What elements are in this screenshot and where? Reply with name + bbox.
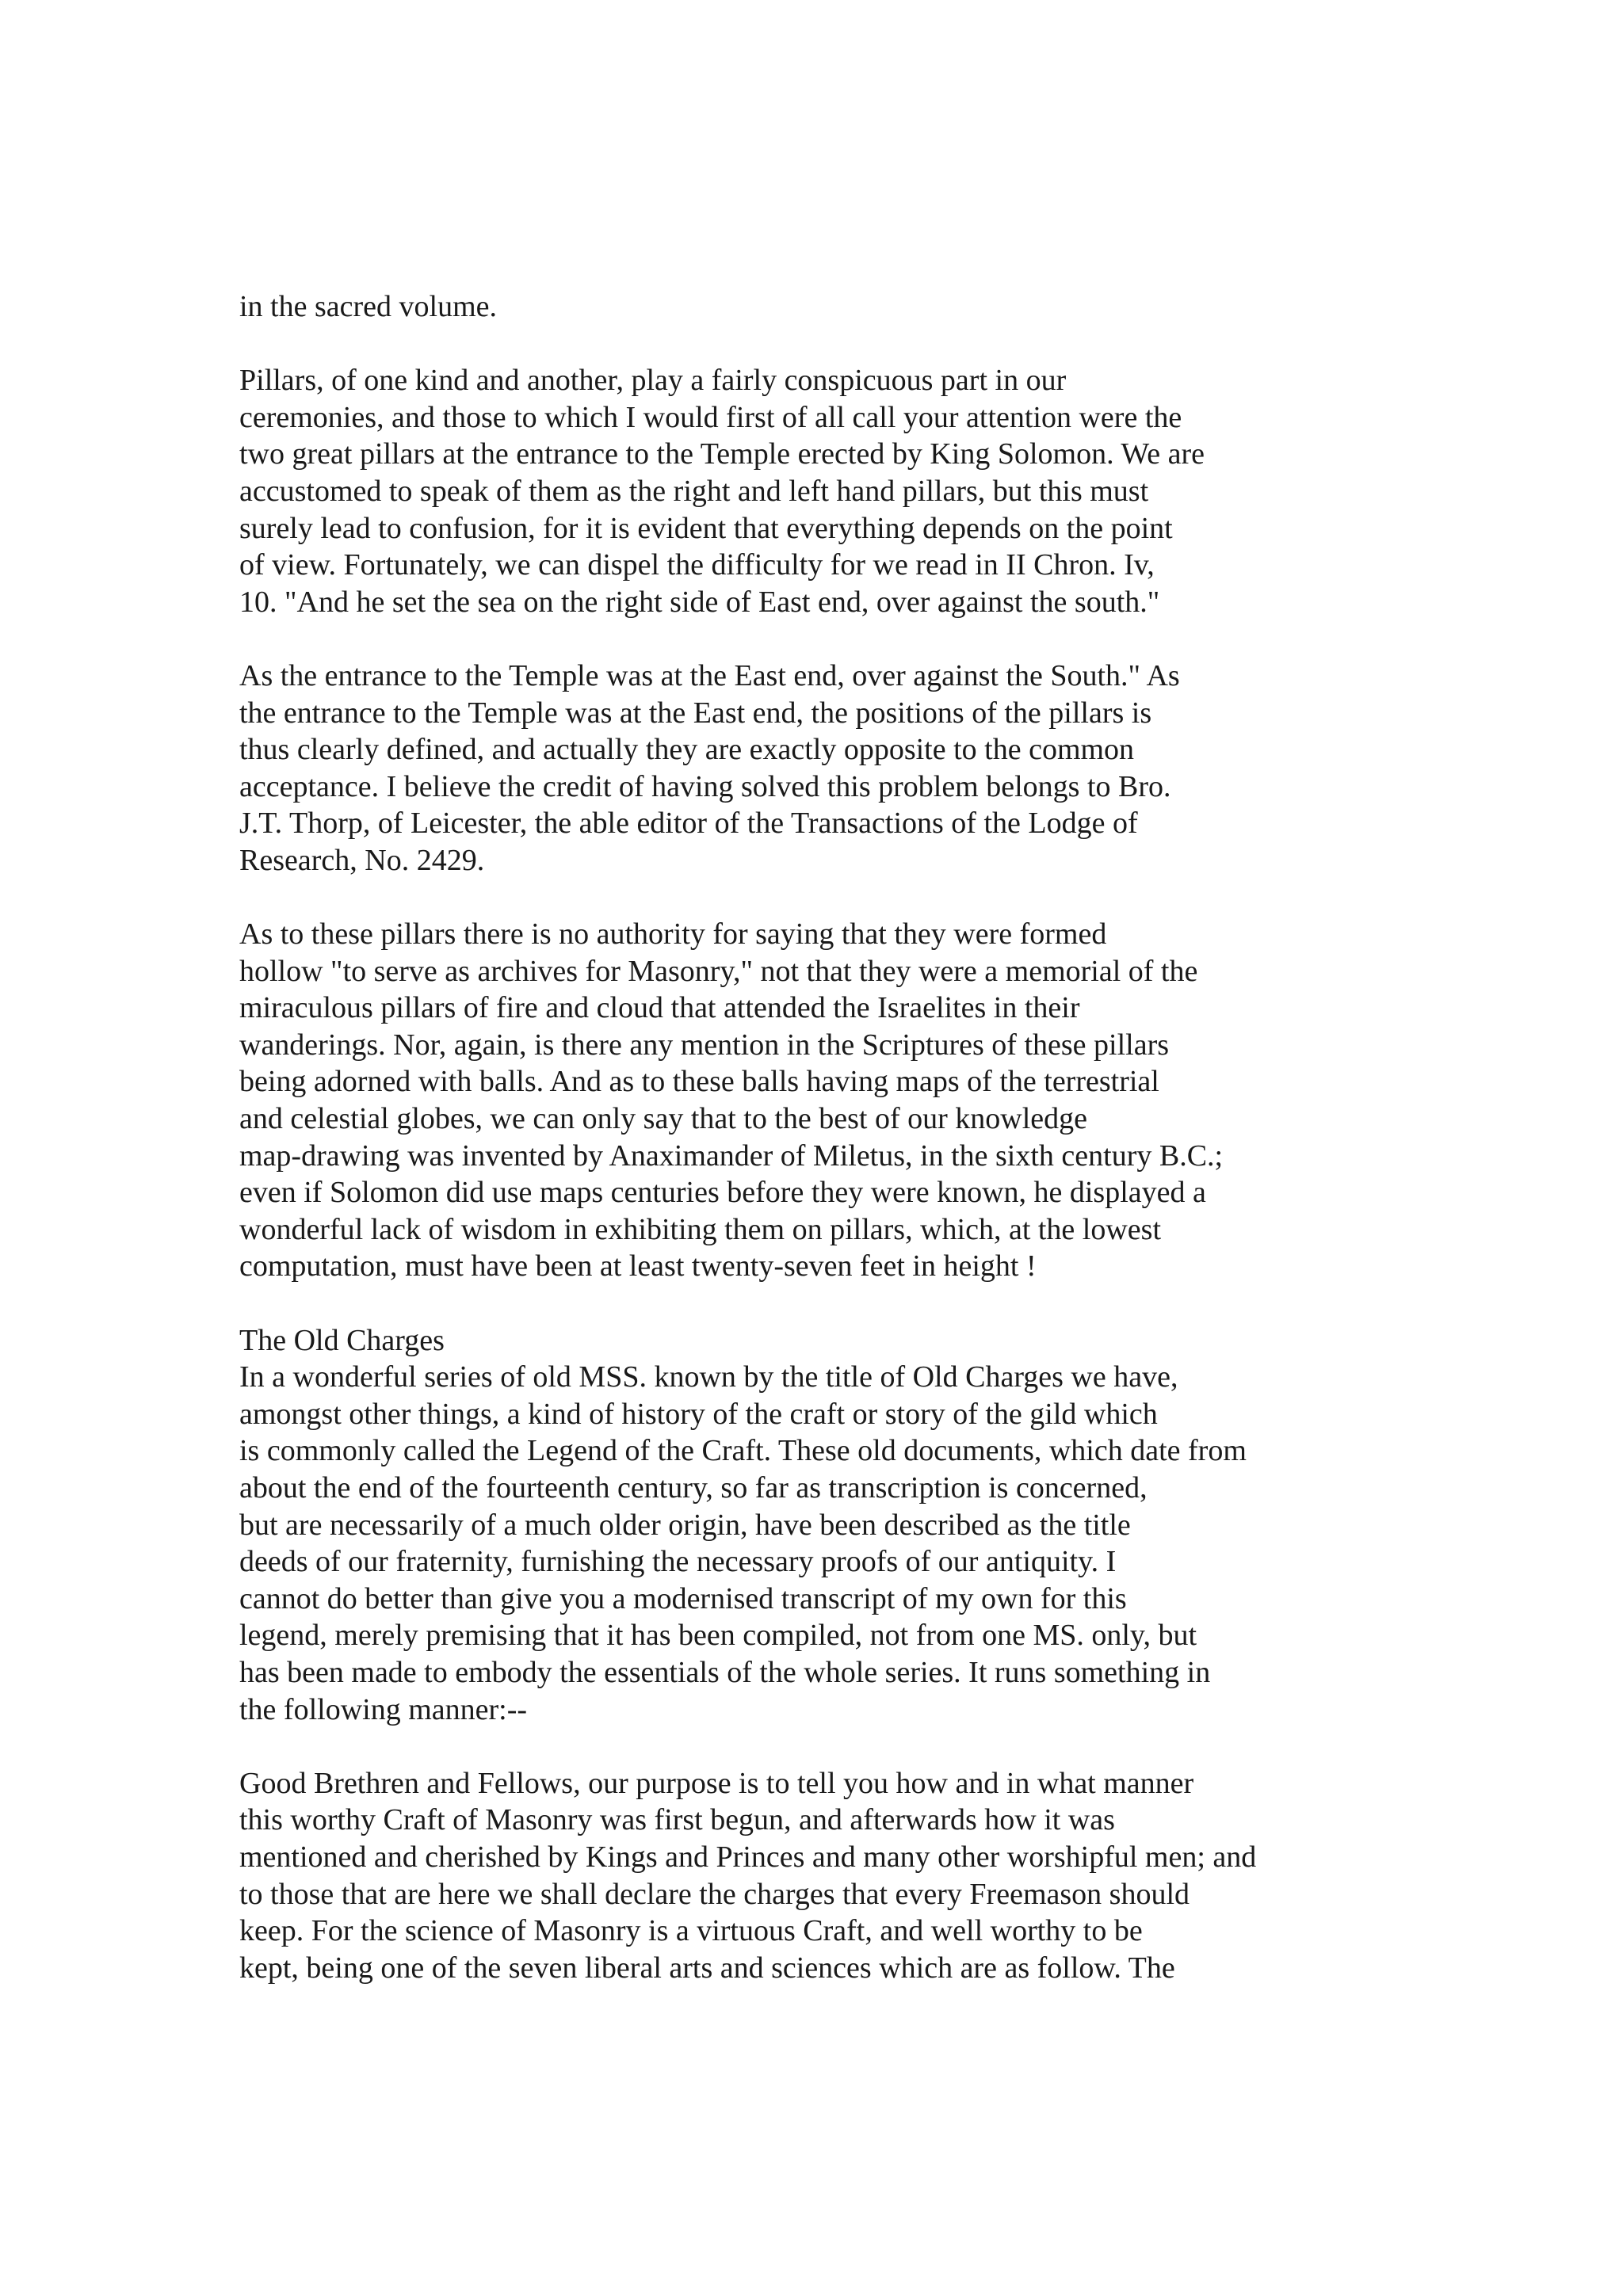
text-line: is commonly called the Legend of the Craft. These old documents, which date from bbox=[239, 1434, 1247, 1468]
text-line: the entrance to the Temple was at the East end, the positions of the pillars is bbox=[239, 696, 1152, 730]
document-text bbox=[239, 288, 1381, 1986]
paragraph bbox=[239, 1322, 1381, 1729]
text-line: of view. Fortunately, we can dispel the difficulty for we read in II Chron. Iv, bbox=[239, 548, 1155, 582]
paragraph bbox=[239, 658, 1381, 879]
text-line: As to these pillars there is no authority for saying that they were formed bbox=[239, 917, 1107, 952]
text-line: keep. For the science of Masonry is a virtuous Craft, and well worthy to be bbox=[239, 1914, 1143, 1948]
text-line: As the entrance to the Temple was at the East end, over against the South." As bbox=[239, 658, 1180, 692]
text-line: cannot do better than give you a modernised transcript of my own for this bbox=[239, 1581, 1127, 1615]
paragraph bbox=[239, 362, 1381, 620]
text-line: amongst other things, a kind of history of the craft or story of the gild which bbox=[239, 1397, 1158, 1431]
text-line: kept, being one of the seven liberal arts and sciences which are as follow. The bbox=[239, 1951, 1175, 1985]
text-line: two great pillars at the entrance to the Temple erected by King Solomon. We are bbox=[239, 437, 1205, 471]
text-line: computation, must have been at least twenty-seven feet in height ! bbox=[239, 1249, 1037, 1283]
text-line: deeds of our fraternity, furnishing the necessary proofs of our antiquity. I bbox=[239, 1545, 1117, 1579]
text-line: ceremonies, and those to which I would first of all call your attention were the bbox=[239, 400, 1182, 434]
paragraph-gap bbox=[239, 1285, 1381, 1322]
text-line: to those that are here we shall declare the charges that every Freemason should bbox=[239, 1877, 1190, 1911]
text-line: miraculous pillars of fire and cloud that attended the Israelites in their bbox=[239, 991, 1080, 1025]
text-line: has been made to embody the essentials of the whole series. It runs something in bbox=[239, 1655, 1211, 1689]
paragraph bbox=[239, 288, 1381, 326]
text-line: even if Solomon did use maps centuries before they were known, he displayed a bbox=[239, 1176, 1206, 1210]
text-line: wanderings. Nor, again, is there any mention in the Scriptures of these pillars bbox=[239, 1028, 1170, 1062]
text-line: in the sacred volume. bbox=[239, 290, 498, 323]
text-line: this worthy Craft of Masonry was first begun, and afterwards how it was bbox=[239, 1803, 1115, 1837]
paragraph bbox=[239, 916, 1381, 1285]
text-line: mentioned and cherished by Kings and Princes and many other worshipful men; and bbox=[239, 1840, 1257, 1874]
paragraph bbox=[239, 1765, 1381, 1987]
paragraph-gap bbox=[239, 1728, 1381, 1765]
text-line: the following manner:-- bbox=[239, 1692, 528, 1726]
text-line: Good Brethren and Fellows, our purpose is to tell you how and in what manner bbox=[239, 1766, 1194, 1800]
text-line: Research, No. 2429. bbox=[239, 843, 485, 877]
text-line: being adorned with balls. And as to these balls having maps of the terrestrial bbox=[239, 1065, 1159, 1099]
text-line: The Old Charges bbox=[239, 1323, 445, 1357]
text-line: thus clearly defined, and actually they are exactly opposite to the common bbox=[239, 733, 1135, 767]
text-line: surely lead to confusion, for it is evident that everything depends on the point bbox=[239, 511, 1173, 545]
text-line: about the end of the fourteenth century, so far as transcription is concerned, bbox=[239, 1471, 1148, 1505]
text-line: but are necessarily of a much older origin, have been described as the title bbox=[239, 1508, 1131, 1542]
text-line: accustomed to speak of them as the right and left hand pillars, but this must bbox=[239, 474, 1149, 508]
text-line: acceptance. I believe the credit of having solved this problem belongs to Bro. bbox=[239, 769, 1171, 803]
text-line: J.T. Thorp, of Leicester, the able editor of the Transactions of the Lodge of bbox=[239, 807, 1138, 841]
text-line: 10. "And he set the sea on the right side of East end, over against the south." bbox=[239, 585, 1160, 619]
paragraph-gap bbox=[239, 620, 1381, 658]
text-line: and celestial globes, we can only say that to the best of our knowledge bbox=[239, 1102, 1088, 1136]
text-line: legend, merely premising that it has been compiled, not from one MS. only, but bbox=[239, 1619, 1197, 1653]
text-line: hollow "to serve as archives for Masonry," not that they were a memorial of the bbox=[239, 954, 1198, 988]
text-line: Pillars, of one kind and another, play a fairly conspicuous part in our bbox=[239, 364, 1067, 398]
text-line: map-drawing was invented by Anaximander of Miletus, in the sixth century B.C.; bbox=[239, 1138, 1224, 1173]
text-line: wonderful lack of wisdom in exhibiting them on pillars, which, at the lowest bbox=[239, 1212, 1162, 1246]
text-line: In a wonderful series of old MSS. known by the title of Old Charges we have, bbox=[239, 1360, 1178, 1394]
paragraph-gap bbox=[239, 326, 1381, 363]
paragraph-gap bbox=[239, 879, 1381, 917]
